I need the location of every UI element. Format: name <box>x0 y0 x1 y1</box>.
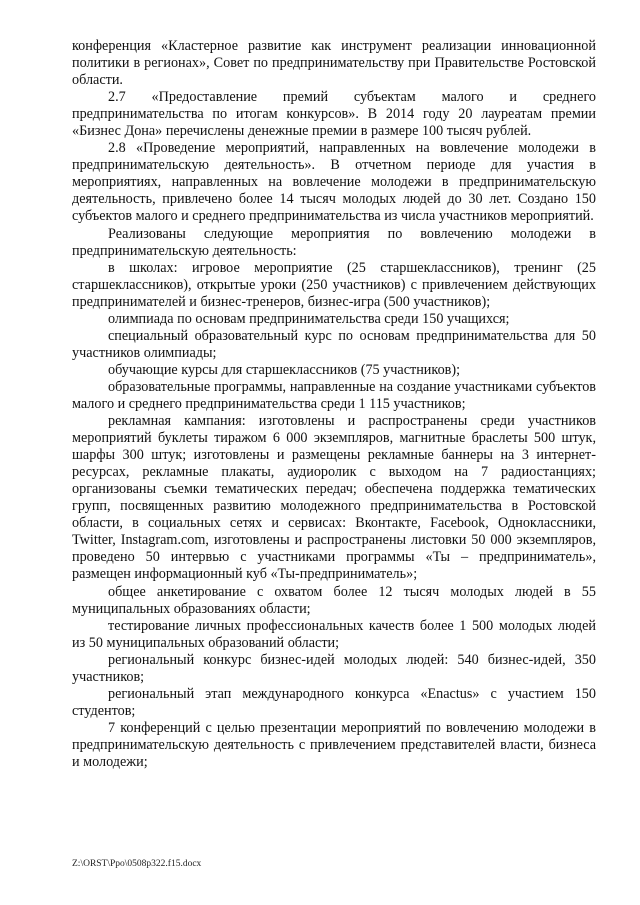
footer-file-path: Z:\ORST\Ppo\0508p322.f15.docx <box>72 859 202 869</box>
paragraph-conference-continuation: конференция «Кластерное развитие как инструмент реализации инновационной политики в регионах», Совет по предпринимательству при Правительстве Ростовской области. <box>72 38 596 89</box>
paragraph-events-intro: Реализованы следующие мероприятия по вовлечению молодежи в предпринимательскую деятельность: <box>72 225 596 259</box>
list-item-conferences: 7 конференций с целью презентации мероприятий по вовлечению молодежи в предпринимательскую деятельность с привлечением представителей власти, бизнеса и молодежи; <box>72 719 596 770</box>
list-item-educational-programs: образовательные программы, направленные на создание участниками субъектов малого и среднего предпринимательства среди 1 115 участников; <box>72 378 596 412</box>
paragraph-2-8-youth-events: 2.8 «Проведение мероприятий, направленных на вовлечение молодежи в предпринимательскую деятельность». В отчетном периоде для участия в мероприятиях, направленных на вовлечение молодежи в предпринимательскую деятельность, привлечено более 14 тысяч молодых людей до 30 лет. Создано 150 субъектов малого и среднего предпринимательства из числа участников мероприятий. <box>72 140 596 225</box>
list-item-survey: общее анкетирование с охватом более 12 тысяч молодых людей в 55 муниципальных образованиях области; <box>72 583 596 617</box>
list-item-business-ideas-contest: региональный конкурс бизнес-идей молодых людей: 540 бизнес-идей, 350 участников; <box>72 651 596 685</box>
list-item-olympiad: олимпиада по основам предпринимательства среди 150 учащихся; <box>108 310 510 327</box>
list-item-schools: в школах: игровое мероприятие (25 старшеклассников), тренинг (25 старшеклассников), открытые уроки (250 участников) с привлечением действующих предпринимателей и бизнес-тренеров, бизнес-игра (500 участников); <box>72 259 596 310</box>
document-body <box>72 38 596 771</box>
list-item-special-course: специальный образовательный курс по основам предпринимательства для 50 участников олимпиады; <box>72 327 596 361</box>
paragraph-2-7-awards: 2.7 «Предоставление премий субъектам малого и среднего предпринимательства по итогам конкурсов». В 2014 году 20 лауреатам премии «Бизнес Дона» перечислены денежные премии в размере 100 тысяч рублей. <box>72 89 596 140</box>
list-item-testing: тестирование личных профессиональных качеств более 1 500 молодых людей из 50 муниципальных образований области; <box>72 617 596 651</box>
list-item-advertising-campaign: рекламная кампания: изготовлены и распространены среди участников мероприятий буклеты тиражом 6 000 экземпляров, магнитные браслеты 500 штук, шарфы 300 штук; изготовлены и размещены рекламные баннеры на 3 интернет-ресурсах, рекламные плакаты, аудиоролик с выходом на 7 радиостанциях; организованы съемки тематических передач; обеспечена поддержка тематических групп, посвященных развитию молодежного предпринимательства в Ростовской области, в социальных сетях и сервисах: Вконтакте, Facebook, Одноклассники, Twitter, Instagram.com, изготовлены и распространены листовки 50 000 экземпляров, проведено 50 интервью с участниками программы «Ты – предприниматель», размещен информационный куб «Ты-предприниматель»; <box>72 413 596 583</box>
list-item-enactus: региональный этап международного конкурса «Enactus» с участием 150 студентов; <box>72 685 596 719</box>
list-item-training-courses: обучающие курсы для старшеклассников (75 участников); <box>108 361 461 378</box>
